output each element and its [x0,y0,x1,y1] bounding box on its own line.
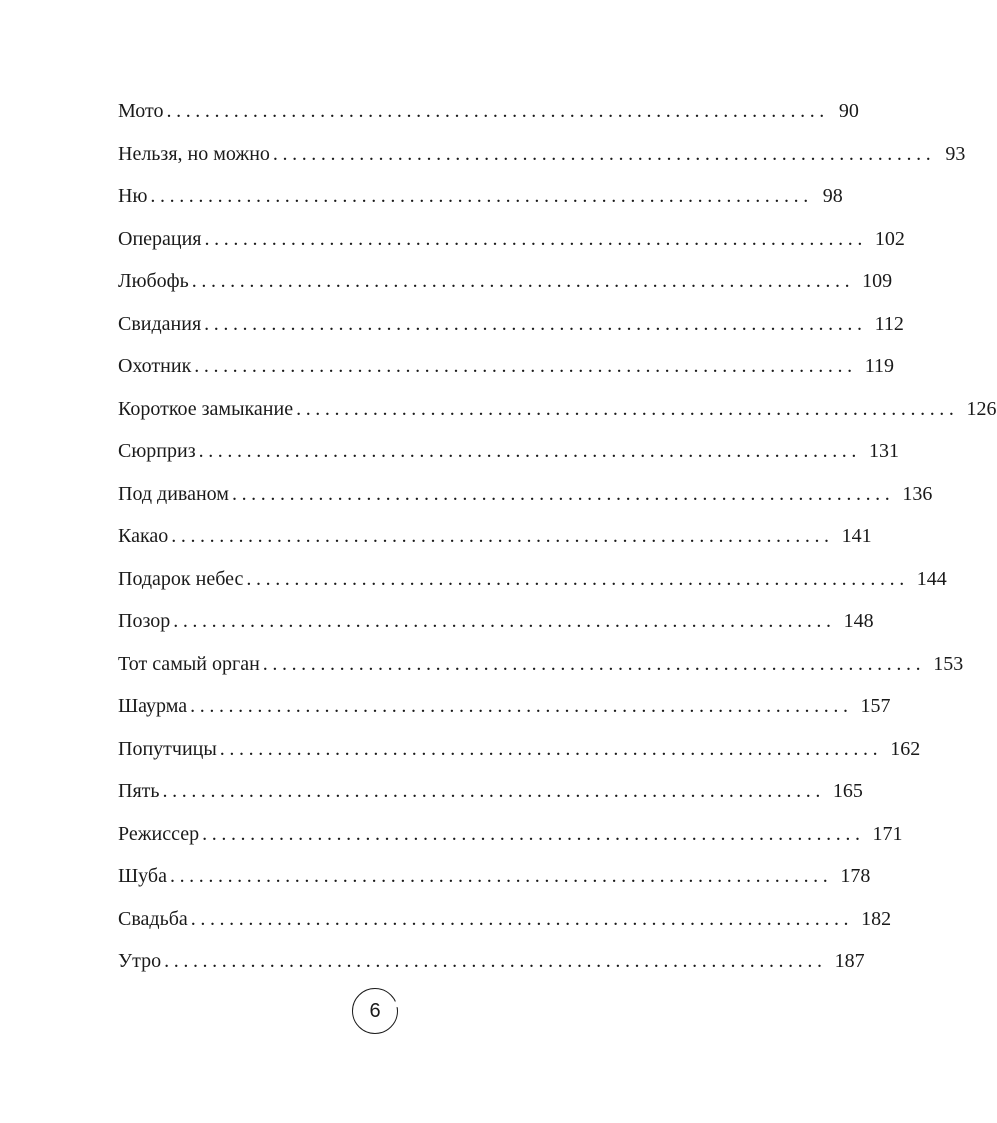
toc-entry [118,728,921,771]
toc-entry-title: Попутчицы [118,737,217,760]
toc-entry [118,770,863,813]
dot-leader: ..................................................................... [219,737,883,760]
toc-entry-page: 90 [838,100,859,122]
toc-entry-title: Под диваном [118,482,229,505]
toc-entry-title: Свадьба [118,907,188,930]
toc-entry-title: Операция [118,227,202,250]
toc-entry [118,473,933,516]
toc-entry-title: Нельзя, но можно [118,142,270,165]
toc-entry-page: 112 [874,312,904,335]
toc-entry-page: 126 [966,397,997,420]
toc-entry-page: 102 [874,227,905,250]
toc-entry-page: 165 [832,780,863,802]
toc-entry-page: 171 [872,822,903,845]
toc-entry-title: Подарок небес [118,567,244,590]
toc-entry [118,175,843,218]
dot-leader: ..................................................................... [262,652,926,675]
toc-entry [118,898,892,941]
toc-entry-title: Тот самый орган [118,652,260,675]
toc-entry [118,133,966,176]
dot-leader: ..................................................................... [173,610,836,632]
dot-leader: ..................................................................... [296,397,959,420]
dot-leader: ..................................................................... [204,227,867,250]
toc-entry-title: Сюрприз [118,440,196,462]
page-number: 6 [369,999,381,1022]
toc-entry-title: Позор [118,610,171,632]
page-number-badge [352,988,398,1034]
dot-leader: ..................................................................... [166,100,829,122]
toc-entry-title: Пять [118,780,160,802]
toc-entry-title: Короткое замыкание [118,397,294,420]
toc-entry-title: Мото [118,100,164,122]
dot-leader: ..................................................................... [150,185,813,207]
toc-entry [118,515,872,558]
toc-entry-title: Шаурма [118,695,188,717]
dot-leader: ..................................................................... [162,780,825,802]
toc-entry-page: 157 [860,695,891,717]
dot-leader: ..................................................................... [194,355,857,377]
dot-leader: ..................................................................... [191,270,855,292]
toc-entry [118,388,997,431]
toc-entry [118,600,874,643]
toc-entry-page: 131 [869,440,899,462]
toc-entry [118,260,893,303]
dot-leader: ..................................................................... [198,440,861,462]
toc-entry-title: Любофь [118,270,189,292]
dot-leader: ..................................................................... [231,482,895,505]
table-of-contents [118,90,997,983]
toc-entry-page: 182 [861,907,892,930]
dot-leader: ..................................................................... [272,142,936,165]
toc-entry [118,345,894,388]
dot-leader: ..................................................................... [190,695,853,717]
dot-leader: ..................................................................... [169,865,833,887]
toc-entry-page: 98 [822,185,843,207]
dot-leader: ..................................................................... [164,950,827,972]
dot-leader: ..................................................................... [202,822,865,845]
toc-entry [118,685,891,728]
toc-entry [118,855,871,898]
toc-entry-page: 144 [916,567,947,590]
toc-entry [118,303,904,346]
dot-leader: ..................................................................... [204,312,867,335]
toc-entry-page: 178 [840,865,871,887]
toc-entry [118,218,905,261]
toc-entry [118,643,964,686]
toc-entry-page: 162 [890,737,921,760]
toc-entry-page: 109 [862,270,893,292]
toc-entry-page: 148 [843,610,874,632]
toc-entry-title: Охотник [118,355,192,377]
toc-entry [118,90,859,133]
toc-entry [118,940,865,983]
toc-entry-page: 141 [841,525,872,547]
toc-entry-title: Режиссер [118,822,200,845]
toc-entry-title: Ню [118,185,148,207]
toc-entry-page: 136 [902,482,933,505]
toc-entry-title: Какао [118,525,169,547]
toc-entry-title: Свидания [118,312,202,335]
toc-entry-page: 187 [834,950,865,972]
toc-entry-page: 119 [864,355,894,377]
toc-entry [118,813,903,856]
dot-leader: ..................................................................... [246,567,909,590]
toc-entry-title: Утро [118,950,162,972]
toc-entry [118,558,947,601]
toc-entry [118,430,899,473]
toc-entry-page: 93 [945,142,966,165]
dot-leader: ..................................................................... [190,907,854,930]
toc-entry-page: 153 [933,652,964,675]
dot-leader: ..................................................................... [171,525,834,547]
toc-entry-title: Шуба [118,865,167,887]
